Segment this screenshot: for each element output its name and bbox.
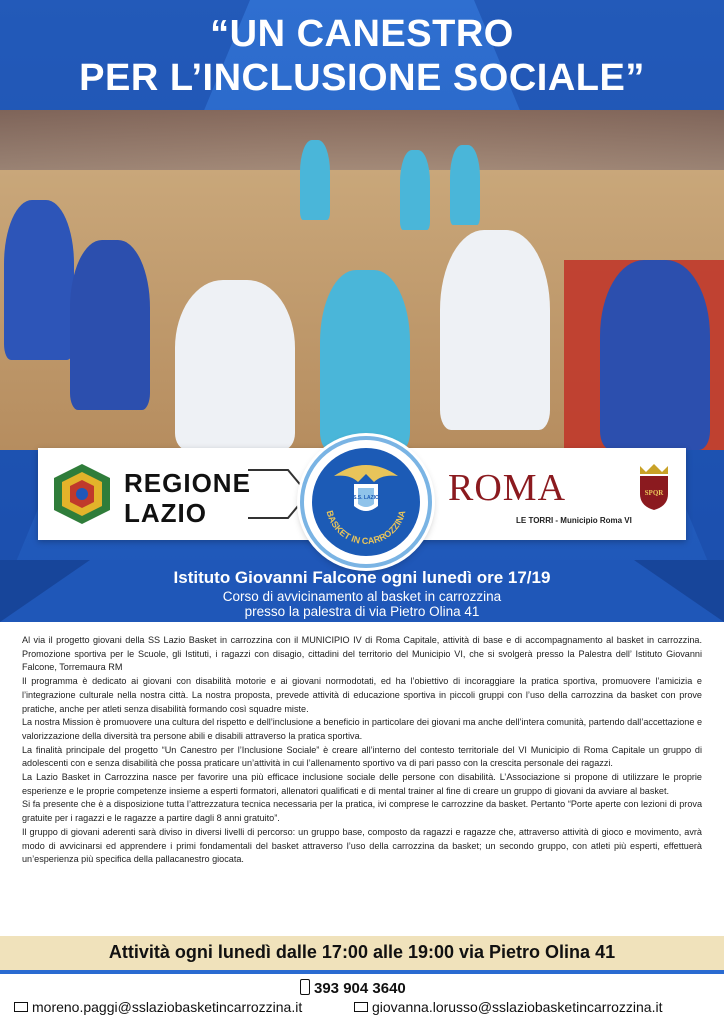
roma-subtitle: LE TORRI - Municipio Roma VI [516,516,632,525]
badge-text: BASKET IN CARROZZINA [324,509,408,547]
info-line-2: Corso di avvicinamento al basket in carrozzina [222,589,502,604]
body-paragraph: La finalità principale del progetto “Un Canestro per l’Inclusione Sociale” è creare all’interno del contesto territoriale del VI Municipio di Roma Capitale un gruppo di adolescenti con e senza disabilità che possa praticare un’attività in cui l’allenamento sportivo va di pari passo con la crescita personale dei ragazzi. [22,744,702,769]
regione-line-1: REGIONE [124,468,251,498]
body-paragraph: Il gruppo di giovani aderenti sarà diviso in diversi livelli di percorso: un gruppo base, composto da ragazzi e ragazze che, attraverso attività di gioco e movimento, avrà modo di avvicinarsi ed apprendere i primi fondamentali del basket attraverso l’uso della carrozzina da basket; un secondo gruppo, con atleti più esperti, effettuerà un’esperienza più specifica della pallacanestro giocata. [22,826,702,865]
body-paragraph: Si fa presente che è a disposizione tutta l’attrezzatura tecnica necessaria per la pratica, ivi comprese le carrozzine da basket. Pertanto “Porte aperte con lezioni di prova gratuite per i ragazzi e le ragazze a partire dagli 8 anni gratuito”. [22,799,702,824]
player-figure [300,140,330,220]
regione-lazio-text [124,468,251,528]
body-paragraph: La Lazio Basket in Carrozzina nasce per favorire una più efficace inclusione sociale delle persone con disabilità. L’Associazione si propone di utilizzare le proprie esperienze e le proprie competenze insieme a esperti formatori, allenatori qualificati e di mental trainer al fine di creare un gruppo di giovani da avviare al basket. [22,772,702,796]
phone-icon [300,979,310,995]
schedule-text: Attività ogni lunedì dalle 17:00 alle 19:00 via Pietro Olina 41 [108,942,616,962]
team-photo [0,110,724,450]
logo-bar [38,448,686,547]
player-figure [440,230,550,430]
badge-arc-text [325,509,408,546]
title-line-1: “UN CANESTRO [210,13,514,55]
roma-crest-text: SPQR [644,489,664,497]
body-paragraph: Al via il progetto giovani della SS Lazio Basket in carrozzina con il MUNICIPIO IV di Roma Capitale, attività di base e di accompagnamento al basket in carrozzina. Promozione sportiva per le Scuole, gli Istituti, i ragazzi con disagio, cittadini del territorio del Municipio VI, che si svolgerà presso la Palestra dell’ Istituto Giovanni Falcone, Torremaura RM [22,635,702,673]
player-figure [600,260,710,450]
footer-stripe [0,970,724,974]
body-paragraph: La nostra Mission è promuovere una cultura del rispetto e dell’inclusione a beneficio in particolare dei giovani ma anche dell’intera comunità, partendo dall’accettazione e valorizzazione della diversità tra persone abili e disabili attraverso la pratica sportiva. [22,717,702,741]
envelope-icon [354,1002,368,1012]
player-figure [4,200,74,360]
phone-contact[interactable] [300,979,406,997]
player-figure [320,270,410,450]
info-line-3: presso la palestra di via Pietro Olina 41 [244,604,480,619]
email-2[interactable]: giovanna.lorusso@sslaziobasketincarrozzina.it [372,999,663,1015]
regione-line-2: LAZIO [124,498,207,528]
page-title [0,12,724,100]
phone-number[interactable]: 393 904 3640 [314,980,406,997]
body-paragraph: Il programma è dedicato ai giovani con disabilità motorie e ai giovani normodotati, ed ha l’obiettivo di incoraggiare la pratica sportiva, promuovere l’amicizia e l’integrazione culturale nella nostra città. La nostra proposta, prevede attività di educazione sportiva in piccoli gruppi con l’uso della carrozzina da basket con prove pratiche, anche per atleti senza disabilità formando così squadre miste. [22,676,702,714]
regione-lazio-emblem-icon [50,462,114,526]
envelope-icon [14,1002,28,1012]
roma-crest-icon [634,460,674,512]
player-figure [450,145,480,225]
schedule-bar [0,936,724,970]
eagle-icon [304,440,428,564]
title-line-2: PER L’INCLUSIONE SOCIALE” [79,57,645,99]
body-text [22,634,702,867]
roma-logo-text: ROMA [448,467,567,509]
email-contact-1[interactable] [14,999,302,1015]
player-figure [70,240,150,410]
player-figure [175,280,295,450]
email-contact-2[interactable] [354,999,662,1015]
player-figure [400,150,430,230]
info-headline: Istituto Giovanni Falcone ogni lunedì ore 17/19 [173,568,551,587]
badge-shield-text: S.S. LAZIO [353,495,379,501]
lazio-basket-badge [300,436,432,568]
email-1[interactable]: moreno.paggi@sslaziobasketincarrozzina.it [32,999,303,1015]
